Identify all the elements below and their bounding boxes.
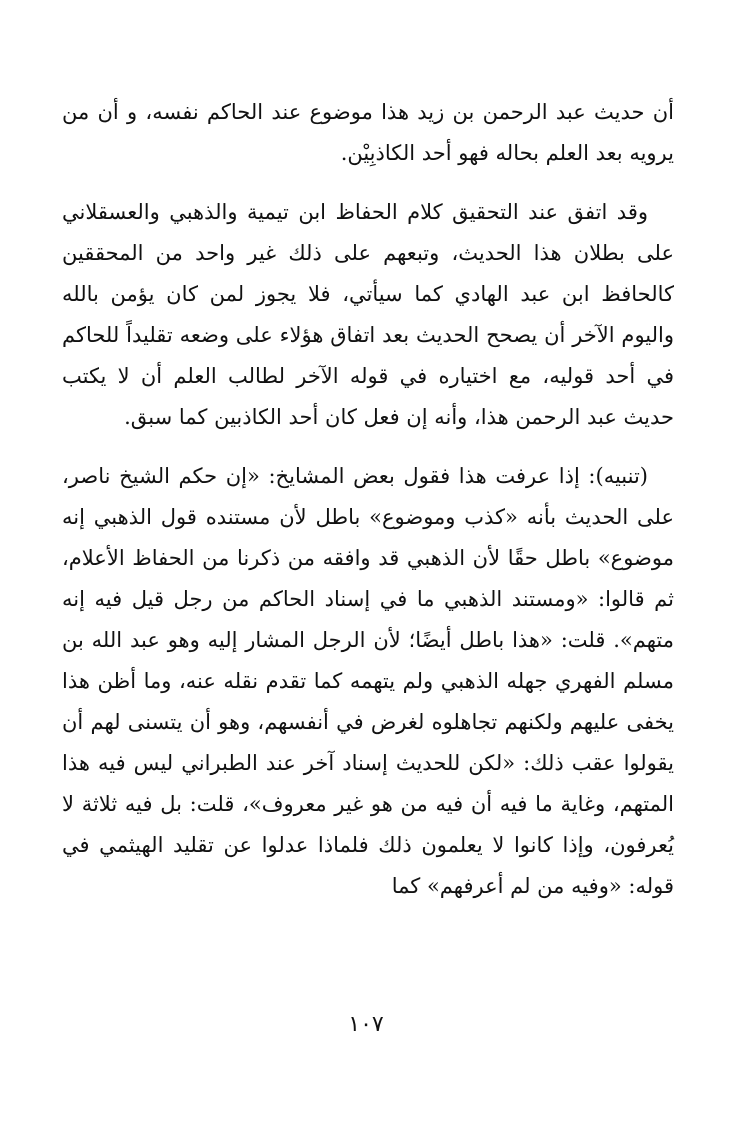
paragraph-1: أن حديث عبد الرحمن بن زيد هذا موضوع عند الحاكم نفسه، و أن من يرويه بعد العلم بحاله فهو أحد الكاذبِيْن. [62, 100, 674, 165]
page-body [62, 92, 674, 907]
paragraph-2: وقد اتفق عند التحقيق كلام الحفاظ ابن تيمية والذهبي والعسقلاني على بطلان هذا الحديث، وتبعهم على ذلك غير واحد من المحققين كالحافظ ابن عبد الهادي كما سيأتي، فلا يجوز لمن كان يؤمن بالله واليوم الآخر أن يصحح الحديث بعد اتفاق هؤلاء على وضعه تقليداً للحاكم في أحد قوليه، مع اختياره في قوله الآخر لطالب العلم أن لا يكتب حديث عبد الرحمن هذا، وأنه إن فعل كان أحد الكاذبين كما سبق. [62, 200, 674, 429]
page-number: ١٠٧ [348, 1012, 384, 1037]
paragraph-3: (تنبيه): إذا عرفت هذا فقول بعض المشايخ: «إن حكم الشيخ ناصر، على الحديث بأنه «كذب وموضوع» باطل لأن مستنده قول الذهبي إنه موضوع» باطل حقًا لأن الذهبي قد وافقه من ذكرنا من الحفاظ الأعلام، ثم قالوا: «ومستند الذهبي ما في إسناد الحاكم من رجل قيل فيه إنه متهم». قلت: «هذا باطل أيضًا؛ لأن الرجل المشار إليه وهو عبد الله بن مسلم الفهري جهله الذهبي ولم يتهمه كما تقدم نقله عنه، وما أظن هذا يخفى عليهم ولكنهم تجاهلوه لغرض في أنفسهم، وهو أن يتسنى لهم أن يقولوا عقب ذلك: «لكن للحديث إسناد آخر عند الطبراني ليس فيه هذا المتهم، وغاية ما فيه أن فيه من هو غير معروف»، قلت: بل فيه ثلاثة لا يُعرفون، وإذا كانوا لا يعلمون ذلك فلماذا عدلوا عن تقليد الهيثمي في قوله: «وفيه من لم أعرفهم» كما [62, 464, 674, 898]
